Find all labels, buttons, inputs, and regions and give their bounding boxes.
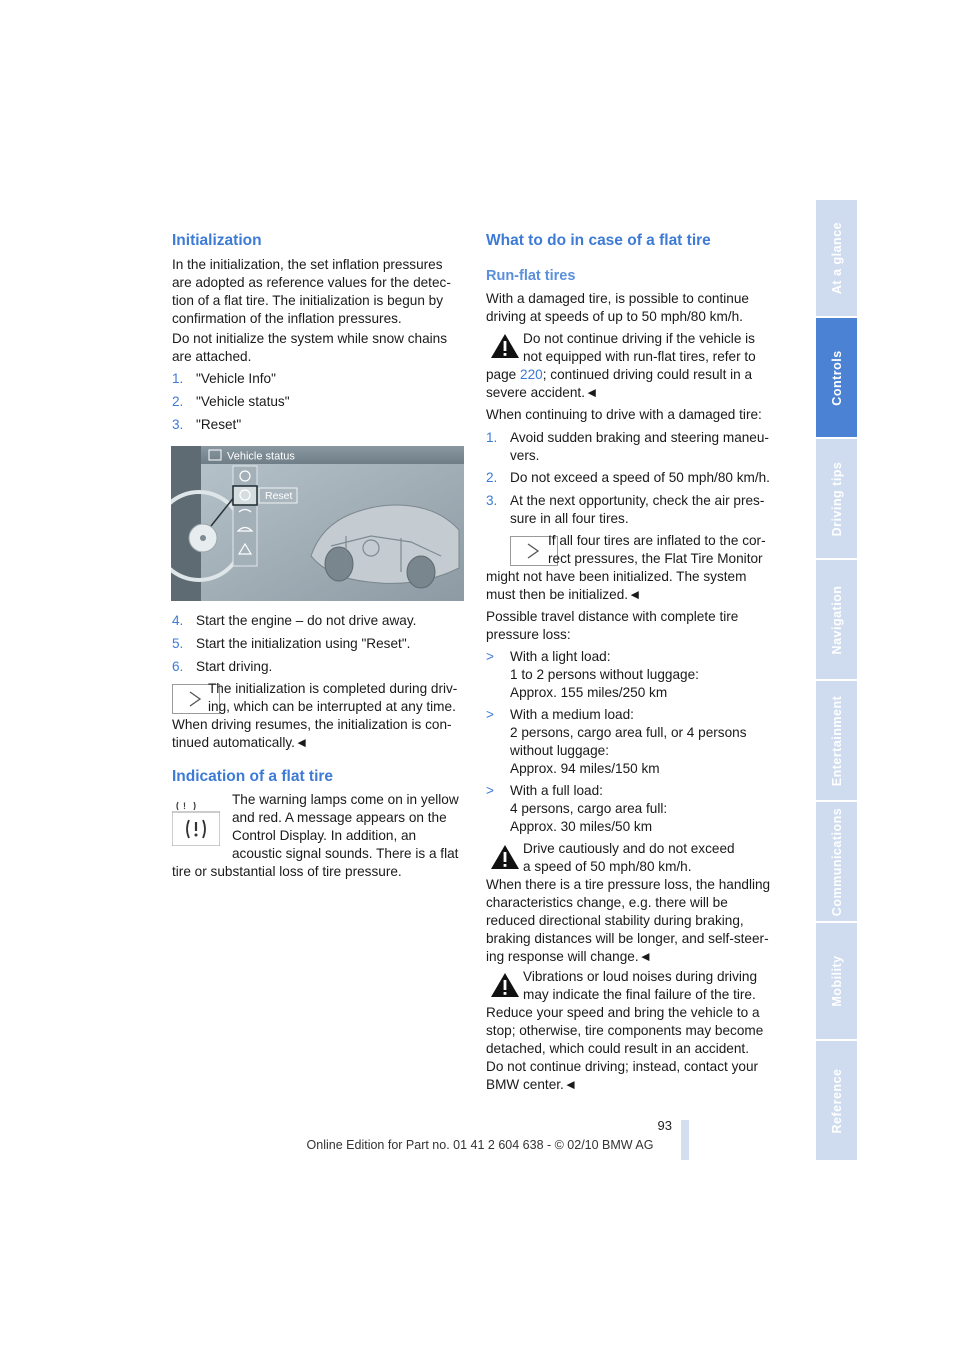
bullet-text	[510, 782, 778, 836]
tab-mobility[interactable]	[816, 921, 857, 1039]
flat-tire-text	[232, 791, 464, 863]
page-number: 93	[657, 1118, 672, 1133]
text-line: Possible travel distance with complete tire	[486, 609, 739, 624]
tab-at-a-glance[interactable]	[816, 198, 857, 316]
warning-triangle-icon	[490, 972, 520, 998]
heading-what-to-do: What to do in case of a flat tire	[486, 232, 711, 249]
text-line: sure in all four tires.	[510, 511, 629, 526]
note-initialization-cont	[172, 716, 452, 752]
tab-controls[interactable]	[816, 316, 857, 437]
warning-drive-cautiously-cont	[486, 876, 770, 966]
text-line: Reduce your speed and bring the vehicle to a	[486, 1005, 760, 1020]
text-line: Avoid sudden braking and steering maneu-	[510, 430, 769, 445]
text-line: detached, which could result in an accident.	[486, 1041, 749, 1056]
tab-label: Driving tips	[829, 461, 844, 536]
text-line: confirmation of the inflation pressures.	[172, 311, 402, 326]
text-line: Approx. 30 miles/50 km	[510, 819, 653, 834]
tab-label: Mobility	[829, 955, 844, 1007]
text-line: are adopted as reference values for the detec-	[172, 275, 451, 290]
step-number: 5.	[172, 636, 184, 651]
note-all-tires	[548, 532, 778, 568]
text-line: BMW center.◄	[486, 1077, 578, 1092]
text-line: Do not continue driving if the vehicle is	[523, 331, 755, 346]
text-line: 2 persons, cargo area full, or 4 persons	[510, 725, 747, 740]
paragraph-continue: When continuing to drive with a damaged tire:	[486, 407, 762, 422]
step-number: 1.	[486, 430, 498, 445]
step-text: "Vehicle Info"	[196, 371, 276, 386]
bullet-text	[510, 706, 778, 778]
bullet-text	[510, 648, 778, 702]
text-line: With a full load:	[510, 783, 603, 798]
text-line: tire or substantial loss of tire pressure.	[172, 864, 402, 879]
text-line	[486, 366, 752, 384]
text-line: Vibrations or loud noises during driving	[523, 969, 758, 984]
text-line: and red. A message appears on the	[232, 810, 447, 825]
step-number: 4.	[172, 613, 184, 628]
heading-flat-tire-indication: Indication of a flat tire	[172, 768, 334, 785]
paragraph-travel-distance	[486, 608, 738, 644]
heading-run-flat-tires: Run-flat tires	[486, 268, 576, 284]
text-line: a speed of 50 mph/80 km/h.	[523, 859, 692, 874]
tab-label: Navigation	[829, 585, 844, 654]
step-number: 2.	[172, 394, 184, 409]
tab-entertainment[interactable]	[816, 679, 857, 800]
tab-label: Reference	[829, 1068, 844, 1133]
paragraph-runflat	[486, 290, 749, 326]
bullet-marker: >	[486, 783, 494, 798]
text-line: are attached.	[172, 349, 252, 364]
warning-triangle-icon	[490, 333, 520, 359]
text-line: tinued automatically.◄	[172, 735, 309, 750]
text-line: With a light load:	[510, 649, 611, 664]
warning-drive-cautiously	[523, 840, 778, 876]
screen-reset-label: Reset	[265, 490, 293, 502]
text-line: The initialization is completed during driv-	[208, 681, 458, 696]
step-number: 1.	[172, 371, 184, 386]
text-line: 4 persons, cargo area full:	[510, 801, 668, 816]
text-line: braking distances will be longer, and self-steer-	[486, 931, 769, 946]
text-line: pressure loss:	[486, 627, 571, 642]
text-line: Approx. 94 miles/150 km	[510, 761, 660, 776]
tab-driving-tips[interactable]	[816, 437, 857, 558]
step-text: Start driving.	[196, 659, 273, 674]
warning-runflat	[523, 330, 778, 366]
tab-label: Communications	[829, 807, 844, 916]
text-span: ; continued driving could result in a	[542, 367, 753, 382]
text-line: ing, which can be interrupted at any time.	[208, 699, 456, 714]
control-display-screenshot	[171, 446, 464, 601]
text-line: acoustic signal sounds. There is a flat	[232, 846, 459, 861]
bullet-marker: >	[486, 649, 494, 664]
paragraph-init-1	[172, 256, 451, 328]
text-line: severe accident.◄	[486, 385, 599, 400]
warning-vibrations	[523, 968, 778, 1004]
tire-pressure-warning-icon	[172, 798, 220, 846]
text-line: characteristics change, e.g. there will be	[486, 895, 728, 910]
control-display-illustration	[171, 446, 464, 601]
text-line: 1 to 2 persons without luggage:	[510, 667, 699, 682]
text-line: In the initialization, the set inflation pressures	[172, 257, 443, 272]
text-line: Do not initialize the system while snow chains	[172, 331, 448, 346]
text-line: without luggage:	[510, 743, 610, 758]
screen-title: Vehicle status	[227, 450, 295, 463]
step-text: "Reset"	[196, 417, 242, 432]
heading-initialization: Initialization	[172, 232, 262, 249]
tab-label: At a glance	[829, 221, 844, 295]
text-line: At the next opportunity, check the air pres-	[510, 493, 765, 508]
text-line: tion of a flat tire. The initialization is begun by	[172, 293, 444, 308]
text-line: rect pressures, the Flat Tire Monitor	[548, 551, 763, 566]
step-text: "Vehicle status"	[196, 394, 290, 409]
note-all-tires-cont	[486, 568, 746, 604]
text-line: reduced directional stability during braking,	[486, 913, 744, 928]
step-text	[510, 429, 778, 465]
bullet-marker: >	[486, 707, 494, 722]
tab-communications[interactable]	[816, 800, 857, 921]
tab-navigation[interactable]	[816, 558, 857, 679]
text-line: vers.	[510, 448, 540, 463]
step-text: Start the initialization using "Reset".	[196, 636, 411, 651]
note-initialization	[208, 680, 464, 716]
text-line: With a medium load:	[510, 707, 634, 722]
footer-edition: Online Edition for Part no. 01 41 2 604 638 - © 02/10 BMW AG	[306, 1138, 654, 1152]
step-text: Do not exceed a speed of 50 mph/80 km/h.	[510, 470, 770, 485]
tab-label: Controls	[829, 349, 844, 406]
warning-vibrations-cont	[486, 1004, 763, 1094]
text-line: When driving resumes, the initialization is con-	[172, 717, 452, 732]
text-line: Approx. 155 miles/250 km	[510, 685, 668, 700]
text-line: not equipped with run-flat tires, refer to	[523, 349, 756, 364]
text-line: When there is a tire pressure loss, the handling	[486, 877, 771, 892]
text-span: page	[486, 367, 521, 382]
text-line: If all four tires are inflated to the cor-	[548, 533, 766, 548]
text-line: driving at speeds of up to 50 mph/80 km/h.	[486, 309, 743, 324]
paragraph-init-2	[172, 330, 447, 366]
text-line: may indicate the final failure of the tire.	[523, 987, 756, 1002]
text-line: The warning lamps come on in yellow	[232, 792, 459, 807]
svg-text:!: !	[183, 801, 186, 811]
warning-runflat-cont	[486, 366, 752, 402]
text-line: Drive cautiously and do not exceed	[523, 841, 735, 856]
tab-label: Entertainment	[829, 695, 844, 786]
step-number: 3.	[486, 493, 498, 508]
text-line: ing response will change.◄	[486, 949, 653, 964]
text-line: With a damaged tire, is possible to continue	[486, 291, 749, 306]
step-number: 6.	[172, 659, 184, 674]
text-line: stop; otherwise, tire components may become	[486, 1023, 764, 1038]
text-line: Do not continue driving; instead, contact your	[486, 1059, 759, 1074]
step-text	[510, 492, 778, 528]
step-number: 2.	[486, 470, 498, 485]
text-line: Control Display. In addition, an	[232, 828, 417, 843]
step-text: Start the engine – do not drive away.	[196, 613, 417, 628]
page-link-220[interactable]: 220	[520, 367, 543, 382]
text-line: might not have been initialized. The system	[486, 569, 747, 584]
warning-triangle-icon	[490, 844, 520, 870]
flat-tire-text-cont	[172, 863, 402, 881]
text-line: must then be initialized.◄	[486, 587, 642, 602]
step-number: 3.	[172, 417, 184, 432]
